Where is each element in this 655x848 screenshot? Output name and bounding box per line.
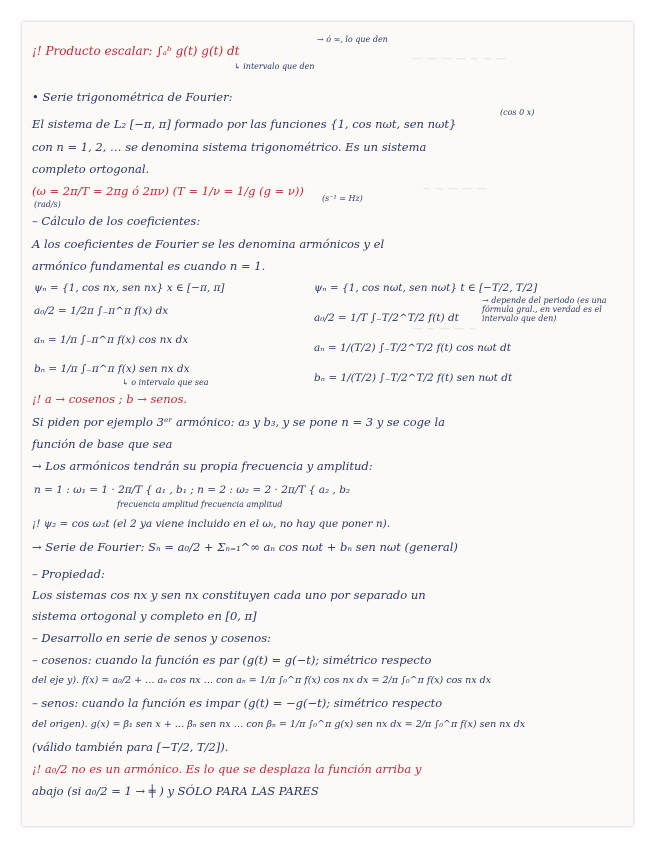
line-tercer-armonico: Si piden por ejemplo 3ᵉʳ armónico: a₃ y b₃, y se pone n = 3 y se coge la xyxy=(32,415,445,429)
notebook-page xyxy=(22,22,633,826)
heading-calculo-coeficientes: – Cálculo de los coeficientes: xyxy=(32,214,201,228)
line-armonico-fundamental: armónico fundamental es cuando n = 1. xyxy=(32,259,266,273)
note-frecuencia-amplitud: frecuencia amplitud frecuencia amplitud xyxy=(117,500,283,509)
line-a0-no-armonico: ¡! a₀/2 no es un armónico. Es lo que se desplaza la función arriba y xyxy=(32,762,422,776)
line-cosenos-par: – cosenos: cuando la función es par (g(t) = g(−t); simétrico respecto xyxy=(32,653,432,667)
note-rad-s: (rad/s) xyxy=(34,200,61,209)
formula-psi-x: ψₙ = {1, cos nx, sen nx} x ∈ [−π, π] xyxy=(34,282,225,294)
line-valido-tambien: (válido también para [−T/2, T/2]). xyxy=(32,740,229,754)
line-a-cosenos-b-senos: ¡! a → cosenos ; b → senos. xyxy=(32,392,188,406)
heading-serie-trigonometrica: • Serie trigonométrica de Fourier: xyxy=(32,90,233,104)
heading-desarrollo-serie: – Desarrollo en serie de senos y cosenos: xyxy=(32,631,272,645)
formula-omega-n: n = 1 : ω₁ = 1 · 2π/T { a₁ , b₁ ; n = 2 : ω₂ = 2 · 2π/T { a₂ , b₂ xyxy=(34,484,351,496)
line-senos-impar: – senos: cuando la función es impar (g(t) = −g(−t); simétrico respecto xyxy=(32,696,443,710)
note-intervalo: ↳ o intervalo que sea xyxy=(122,378,209,387)
bleed-through-text: — — — — ~ ~ — xyxy=(412,52,507,65)
line-psi2-note: ¡! ψ₂ = cos ω₂t (el 2 ya viene incluido en el ωᵢ, no hay que poner n). xyxy=(32,518,391,530)
bleed-through-text: — ~ — — ~ xyxy=(412,322,478,335)
line-frecuencia-amplitud: → Los armónicos tendrán su propia frecuencia y amplitud: xyxy=(32,459,373,473)
note-interval: ↳ intervalo que den xyxy=(234,62,315,71)
line-ortogonal-completo: sistema ortogonal y completo en [0, π] xyxy=(32,609,257,623)
formula-a0-x: a₀/2 = 1/2π ∫₋π^π f(x) dx xyxy=(34,305,169,317)
note-depende-periodo: → depende del periodo (es una fórmula gral., en verdad es el intervalo que den) xyxy=(482,296,607,323)
formula-an-t: aₙ = 1/(T/2) ∫₋T/2^T/2 f(t) cos nωt dt xyxy=(314,342,511,354)
line-armonicos: A los coeficientes de Fourier se les denomina armónicos y el xyxy=(32,237,385,251)
note-limits: → ó ∞, lo que den xyxy=(317,35,388,44)
formula-a0-t: a₀/2 = 1/T ∫₋T/2^T/2 f(t) dt xyxy=(314,312,459,324)
note-hz: (s⁻¹ = Hz) xyxy=(322,194,363,203)
line-funcion-base: función de base que sea xyxy=(32,437,173,451)
line-producto-escalar: ¡! Producto escalar: ∫ₐᵇ g(t) g(t) dt xyxy=(32,44,240,58)
line-omega-formula: (ω = 2π/T = 2πg ó 2πν) (T = 1/ν = 1/g (g = ν)) xyxy=(32,184,304,198)
heading-propiedad: – Propiedad: xyxy=(32,567,105,581)
formula-an-x: aₙ = 1/π ∫₋π^π f(x) cos nx dx xyxy=(34,334,189,346)
line-sistema-l2: El sistema de L₂ [−π, π] formado por las funciones {1, cos nωt, sen nωt} xyxy=(32,117,457,131)
note-cos0x: (cos 0 x) xyxy=(500,108,535,117)
line-sistema-trigonometrico: con n = 1, 2, … se denomina sistema trigonométrico. Es un sistema xyxy=(32,140,427,154)
formula-bn-t: bₙ = 1/(T/2) ∫₋T/2^T/2 f(t) sen nωt dt xyxy=(314,372,513,384)
bleed-through-text: ~ ~ — — — xyxy=(422,182,488,195)
line-senos-formula: del origen). g(x) = β₁ sen x + … βₙ sen nx … con βₙ = 1/π ∫₀^π g(x) sen nx dx = 2/π ∫₀^π f(x) sen nx dx xyxy=(32,719,526,730)
line-completo-ortogonal: completo ortogonal. xyxy=(32,162,150,176)
line-cosenos-formula: del eje y). f(x) = a₀/2 + … aₙ cos nx … con aₙ = 1/π ∫₀^π f(x) cos nx dx = 2/π ∫₀^π f(x) cos nx dx xyxy=(32,675,492,686)
formula-psi-t: ψₙ = {1, cos nωt, sen nωt} t ∈ [−T/2, T/2] xyxy=(314,282,538,294)
formula-bn-x: bₙ = 1/π ∫₋π^π f(x) sen nx dx xyxy=(34,363,190,375)
line-sistemas-cos-sen: Los sistemas cos nx y sen nx constituyen cada uno por separado un xyxy=(32,588,426,602)
line-solo-pares: abajo (si a₀/2 = 1 → ╪ ) y SÓLO PARA LAS PARES xyxy=(32,784,319,798)
line-serie-fourier: → Serie de Fourier: Sₙ = a₀/2 + Σₙ₌₁^∞ aₙ cos nωt + bₙ sen nωt (general) xyxy=(32,540,458,554)
